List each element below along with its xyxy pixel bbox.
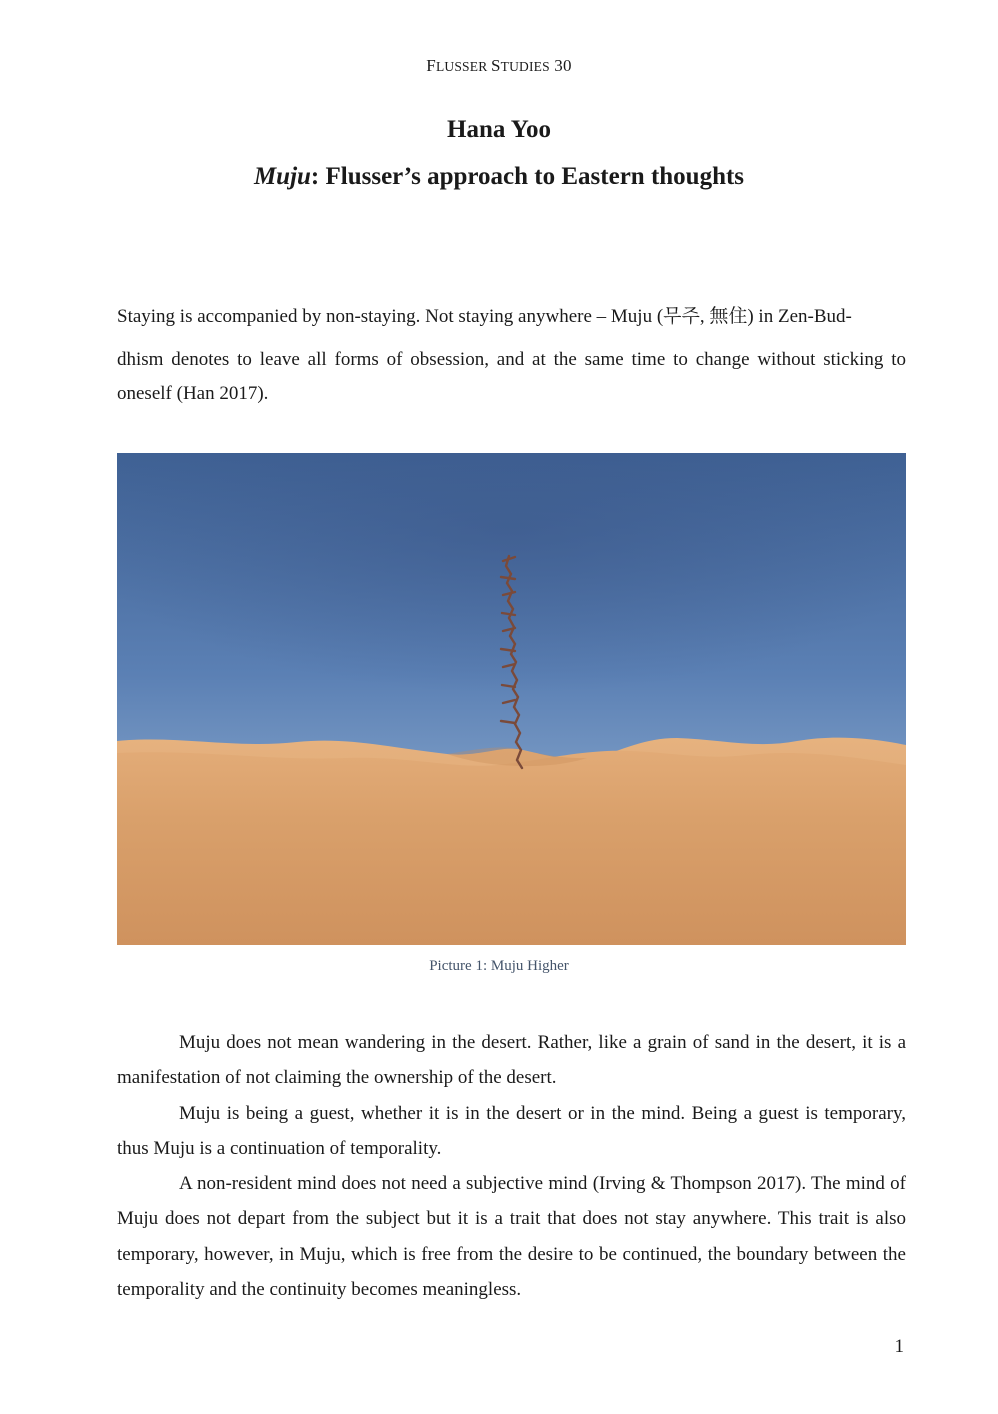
body-paragraph-2: Muju is being a guest, whether it is in the desert or in the mind. Being a guest is temporary, thus Muju is a continuation of temporality. [117,1102,906,1159]
journal-name-s: S [490,56,501,75]
intro-line-1: Staying is accompanied by non-staying. Not staying anywhere – Muju (무주, 無住) in Zen-Bud- [117,306,852,327]
body-paragraph-1: Muju does not mean wandering in the desert. Rather, like a grain of sand in the desert, it is a manifestation of not claiming the ownership of the desert. [117,1032,906,1089]
desert-sand [117,751,906,945]
journal-name-f: F [426,56,436,75]
title-italic: Muju [253,163,311,190]
journal-name-part1: LUSSER [435,59,491,74]
journal-issue: 30 [549,56,572,75]
article-title [0,163,998,191]
title-rest: : Flusser’s approach to Eastern thoughts [310,163,745,190]
figure-caption: Picture 1: Muju Higher [429,958,569,974]
intro-paragraph [117,297,906,411]
body-text [117,1025,906,1307]
journal-header [0,56,998,76]
desert-scene-image [117,453,906,945]
sky-shade [117,453,906,753]
author-name: Hana Yoo [447,116,551,143]
desert-figure [117,453,906,945]
page-number: 1 [894,1336,904,1357]
journal-name-part2: TUDIES [500,59,550,74]
body-paragraph-3: A non-resident mind does not need a subjective mind (Irving & Thompson 2017). The mind of Muju does not depart from the subject but it is a trait that does not stay anywhere. This trait is also temporary, however, in Muju, which is free from the desire to be continued, the boundary between the temporality and the continuity becomes meaningless. [117,1173,906,1301]
intro-line-2: dhism denotes to leave all forms of obsession, and at the same time to change without sticking to oneself (Han 2017). [117,349,906,404]
